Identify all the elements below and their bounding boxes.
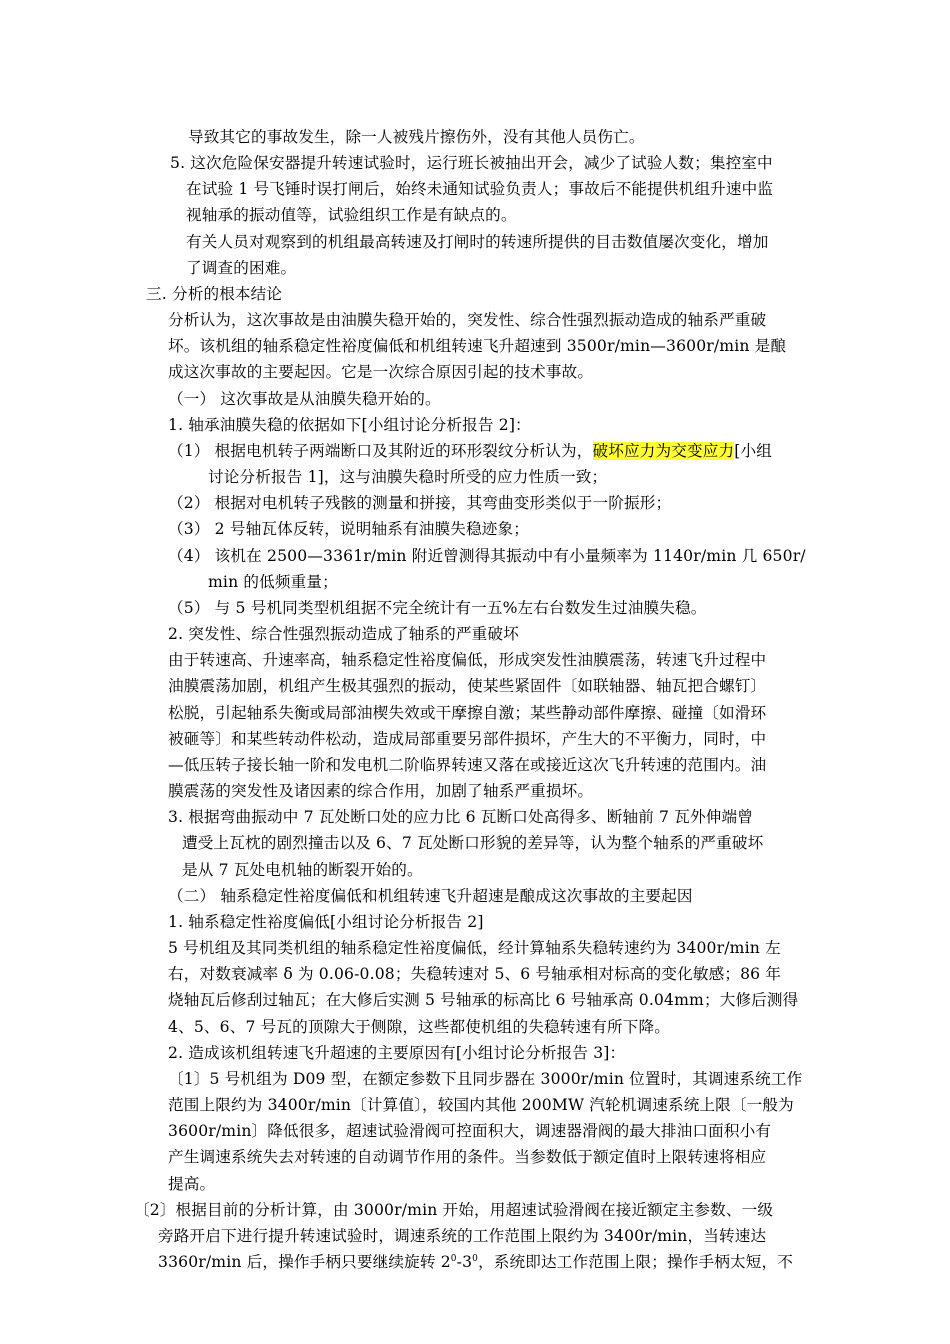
text-line: 油膜震荡加剧，机组产生极其强烈的振动，使某些紧固件〔如联轴器、轴瓦把合螺钉〕 bbox=[168, 677, 767, 695]
list-item-paren-1: 〔1〕5 号机组为 D09 型，在额定参数下且同步器在 3000r/min 位置时，其调速系统工作 bbox=[168, 1070, 803, 1088]
text-run: ，系统即达工作范围上限；操作手柄太短，不 bbox=[478, 1253, 793, 1271]
list-item-2: 2. 造成该机组转速飞升超速的主要原因有[小组讨论分析报告 3]： bbox=[168, 1044, 626, 1062]
text-line: 旁路开启下进行提升转速试验时，调速系统的工作范围上限约为 3400r/min，当转速达 bbox=[158, 1227, 767, 1245]
text-line: 遭受上瓦枕的剧烈撞击以及 6、7 瓦处断口形貌的差异等，认为整个轴系的严重破坏 bbox=[182, 834, 764, 852]
text-run: [小组 bbox=[734, 442, 772, 460]
list-item-paren-4: （4） 该机在 2500—3361r/min 附近曾测得其振动中有小量频率为 1140r/min 几 650r/ bbox=[168, 547, 806, 565]
subsection-heading: （二） 轴系稳定性裕度偏低和机组转速飞升超速是酿成这次事故的主要起因 bbox=[168, 887, 693, 905]
text-line: 有关人员对观察到的机组最高转速及打闸时的转速所提供的目击数值屡次变化，增加 bbox=[186, 233, 769, 251]
subsection-heading: （一） 这次事故是从油膜失稳开始的。 bbox=[168, 390, 441, 408]
text-line: 提高。 bbox=[168, 1175, 216, 1193]
text-run: 3360r/min 后，操作手柄只要继续旋转 2 bbox=[158, 1253, 451, 1271]
text-line: 被砸等〕和某些转动件松动，造成局部重要另部件损坏，产生大的不平衡力，同时，中 bbox=[168, 730, 767, 748]
text-line: 在试验 1 号飞锤时误打闸后，始终未通知试验负责人；事故后不能提供机组升速中监 bbox=[186, 180, 774, 198]
text-line: 由于转速高、升速率高，轴系稳定性裕度偏低，形成突发性油膜震荡，转速飞升过程中 bbox=[168, 651, 767, 669]
highlighted-text: 破坏应力为交变应力 bbox=[592, 442, 735, 460]
text-line: 烧轴瓦后修刮过轴瓦；在大修后实测 5 号轴承的标高比 6 号轴承高 0.04mm；大修后测得 bbox=[168, 991, 799, 1009]
text-line: 产生调速系统失去对转速的自动调节作用的条件。当参数低于额定值时上限转速将相应 bbox=[168, 1148, 767, 1166]
text-run: -3 bbox=[456, 1253, 473, 1271]
list-item-paren-1 bbox=[168, 438, 772, 464]
text-line: 成这次事故的主要起因。它是一次综合原因引起的技术事故。 bbox=[168, 363, 594, 381]
superscript: 0 bbox=[450, 1253, 457, 1264]
section-heading: 三. 分析的根本结论 bbox=[146, 285, 283, 303]
list-item-paren-2: （2） 根据对电机转子残骸的测量和拼接，其弯曲变形类似于一阶振形； bbox=[168, 494, 672, 512]
text-line bbox=[158, 1249, 793, 1275]
text-line: 右，对数衰减率 δ 为 0.06-0.08；失稳转速对 5、6 号轴承相对标高的变化敏感；86 年 bbox=[168, 965, 782, 983]
list-item-paren-3: （3） 2 号轴瓦体反转，说明轴系有油膜失稳迹象； bbox=[168, 520, 529, 538]
text-line: 范围上限约为 3400r/min〔计算值〕，较国内其他 200MW 汽轮机调速系统上限〔一般为 bbox=[168, 1096, 794, 1114]
list-item-3: 3. 根据弯曲振动中 7 瓦处断口处的应力比 6 瓦断口处高得多、断轴前 7 瓦外伸端曾 bbox=[168, 808, 753, 826]
text-line: min 的低频重量； bbox=[208, 573, 338, 591]
text-line: 5 号机组及其同类机组的轴系稳定性裕度偏低，经计算轴系失稳转速约为 3400r/min 左 bbox=[168, 939, 781, 957]
text-line: 分析认为，这次事故是由油膜失稳开始的，突发性、综合性强烈振动造成的轴系严重破 bbox=[168, 311, 767, 329]
text-line: 4、5、6、7 号瓦的顶隙大于侧隙，这些都使机组的失稳转速有所下降。 bbox=[168, 1018, 670, 1036]
text-line: 导致其它的事故发生，除一人被残片擦伤外，没有其他人员伤亡。 bbox=[188, 128, 645, 146]
text-line: 了调查的困难。 bbox=[186, 259, 297, 277]
text-line: 坏。该机组的轴系稳定性裕度偏低和机组转速飞升超速到 3500r/min—3600r/min 是酿 bbox=[168, 337, 787, 355]
text-line: —低压转子接长轴一阶和发电机二阶临界转速又落在或接近这次飞升转速的范围内。油 bbox=[168, 756, 767, 774]
text-run: （1） 根据电机转子两端断口及其附近的环形裂纹分析认为， bbox=[168, 442, 593, 460]
text-line: 松脱，引起轴系失衡或局部油楔失效或干摩擦自激；某些静动部件摩擦、碰撞〔如滑环 bbox=[168, 704, 767, 722]
superscript: 0 bbox=[472, 1253, 479, 1264]
list-item-paren-5: （5） 与 5 号机同类型机组据不完全统计有一五%左右台数发生过油膜失稳。 bbox=[168, 599, 707, 617]
text-line: 膜震荡的突发性及诸因素的综合作用，加剧了轴系严重损坏。 bbox=[168, 782, 594, 800]
text-line: 3600r/min〕降低很多，超速试验滑阀可控面积大，调速器滑阀的最大排油口面积小有 bbox=[168, 1122, 772, 1140]
list-item-5: 5. 这次危险保安器提升转速试验时，运行班长被抽出开会，减少了试验人数；集控室中 bbox=[170, 154, 773, 172]
list-item-1: 1. 轴承油膜失稳的依据如下[小组讨论分析报告 2]： bbox=[168, 416, 531, 434]
text-line: 是从 7 瓦处电机轴的断裂开始的。 bbox=[182, 861, 423, 879]
text-line: 视轴承的振动值等，试验组织工作是有缺点的。 bbox=[186, 206, 517, 224]
list-item-2: 2. 突发性、综合性强烈振动造成了轴系的严重破坏 bbox=[168, 625, 519, 643]
text-line: 讨论分析报告 1]，这与油膜失稳时所受的应力性质一致； bbox=[208, 468, 608, 486]
list-item-paren-2: 〔2〕根据目前的分析计算，由 3000r/min 开始，用超速试验滑阀在接近额定主参数、一级 bbox=[134, 1201, 774, 1219]
list-item-1: 1. 轴系稳定性裕度偏低[小组讨论分析报告 2] bbox=[168, 913, 484, 931]
